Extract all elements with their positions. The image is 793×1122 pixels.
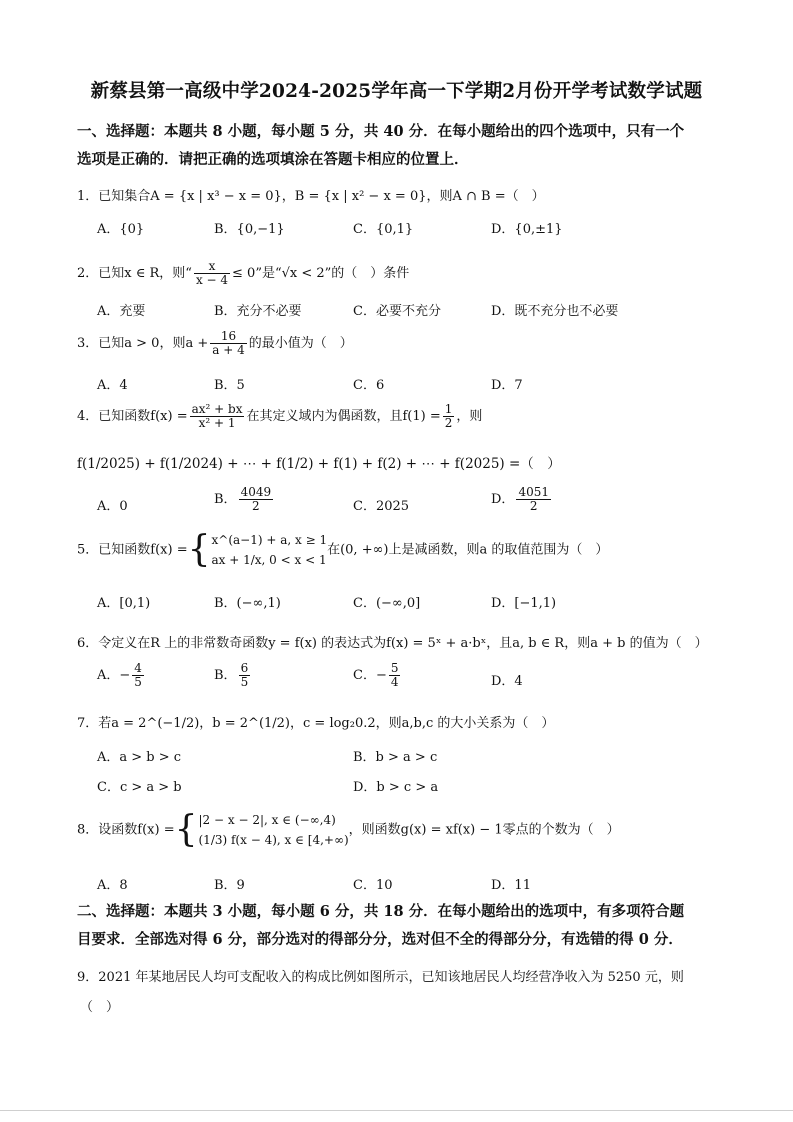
q8-pre: 8．设函数f(x) = xyxy=(77,822,175,838)
section1-line2: 选项是正确的．请把正确的选项填涂在答题卡相应的位置上． xyxy=(77,151,469,168)
question-8-stem xyxy=(77,810,620,850)
q6-option-c: C．− $\frac{5}{4}$ xyxy=(353,661,399,690)
q1-option-b: B．{0,−1} xyxy=(214,222,285,237)
q7-option-a: A．a > b > c xyxy=(97,750,182,765)
page-title: 新蔡县第一高级中学2024-2025学年高一下学期2月份开学考试数学试题 xyxy=(90,81,703,102)
section1-instructions xyxy=(77,118,722,174)
q2-pre: 2．已知x ∈ R，则“ xyxy=(77,266,192,282)
q5-option-c: C．(−∞,0] xyxy=(353,596,421,611)
q4-option-c: C．2025 xyxy=(353,499,410,514)
q5-pre: 5．已知函数f(x) = xyxy=(77,542,188,558)
q2-post: ≤ 0”是“√x < 2”的（ ）条件 xyxy=(232,266,410,282)
q5-post: 在(0, +∞)上是减函数，则a 的取值范围为（ ） xyxy=(327,542,609,558)
q7-option-d: D．b > c > a xyxy=(353,780,439,795)
q2-fraction: $\frac{x}{x - 4}$ xyxy=(195,259,229,288)
q4-option-a: A．0 xyxy=(97,499,128,514)
question-1-stem: 1．已知集合A = {x | x³ − x = 0}，B = {x | x² − x = 0}，则A ∩ B =（ ） xyxy=(77,189,545,204)
q4-pre: 4．已知函数f(x) = xyxy=(77,409,188,425)
q7-option-c: C．c > a > b xyxy=(97,780,182,795)
q8-option-b: B．9 xyxy=(214,878,245,893)
q2-option-d: D．既不充分也不必要 xyxy=(491,304,619,319)
section2-line2: 目要求．全部选对得 6 分，部分选对的得部分分，选对但不全的得部分分，有选错的得 0 分． xyxy=(77,931,683,948)
q1-option-d: D．{0,±1} xyxy=(491,222,563,237)
q8-option-c: C．10 xyxy=(353,878,393,893)
question-6-stem: 6．令定义在R 上的非常数奇函数y = f(x) 的表达式为f(x) = 5ˣ + a·bˣ，且a, b ∈ R，则a + b 的值为（ ） xyxy=(77,636,708,651)
q5-option-d: D．[−1,1) xyxy=(491,596,557,611)
q2-option-b: B．充分不必要 xyxy=(214,304,302,319)
page-bottom-divider xyxy=(0,1110,793,1111)
q8-option-a: A．8 xyxy=(97,878,128,893)
q3-fraction: $\frac{16}{a + 4}$ xyxy=(212,329,245,358)
section2-line1: 二、选择题：本题共 3 小题，每小题 6 分，共 18 分．在每小题给出的选项中，有多项符合题 xyxy=(77,903,685,920)
q1-option-a: A．{0} xyxy=(97,222,145,237)
q4-option-b: B． $\frac{4049}{2}$ xyxy=(214,485,272,514)
question-5-stem xyxy=(77,530,608,570)
q8-option-d: D．11 xyxy=(491,878,531,893)
q4-option-d: D． $\frac{4051}{2}$ xyxy=(491,485,549,514)
q6-option-b: B． $\frac{6}{5}$ xyxy=(214,661,249,690)
section1-line1: 一、选择题：本题共 8 小题，每小题 5 分，共 40 分．在每小题给出的四个选项中，只有一个 xyxy=(77,123,685,140)
q3-option-b: B．5 xyxy=(214,378,245,393)
question-4-stem xyxy=(77,403,482,430)
left-brace-icon: { xyxy=(174,809,198,850)
q6-option-d: D．4 xyxy=(491,674,523,689)
q3-option-a: A．4 xyxy=(97,378,128,393)
q1-option-c: C．{0,1} xyxy=(353,222,414,237)
q4-post: ，则 xyxy=(456,409,483,425)
question-4-expression: f(1/2025) + f(1/2024) + ⋯ + f(1/2) + f(1) + f(2) + ⋯ + f(2025) =（ ） xyxy=(77,456,561,472)
q2-option-a: A．充要 xyxy=(97,304,146,319)
q7-option-b: B．b > a > c xyxy=(353,750,438,765)
q3-option-c: C．6 xyxy=(353,378,385,393)
q4-half: $\frac{1}{2}$ xyxy=(444,402,453,431)
q4-fraction: $\frac{\text{ax² + bx}}{\text{x² + 1}}$ xyxy=(191,402,243,431)
question-7-stem: 7．若a = 2^(−1/2)，b = 2^(1/2)，c = log₂0.2，则a,b,c 的大小关系为（ ） xyxy=(77,716,555,731)
q4-mid: 在其定义域内为偶函数，且f(1) = xyxy=(246,409,441,425)
question-3-stem xyxy=(77,330,353,357)
q5-piecewise: x^(a−1) + a, x ≥ 1 ax + 1/x, 0 < x < 1 xyxy=(211,533,328,567)
section2-instructions xyxy=(77,898,722,954)
left-brace-icon: { xyxy=(187,529,211,570)
q5-option-b: B．(−∞,1) xyxy=(214,596,281,611)
q2-option-c: C．必要不充分 xyxy=(353,304,441,319)
question-9-line2: （ ） xyxy=(80,1000,120,1015)
q8-post: ，则函数g(x) = xf(x) − 1零点的个数为（ ） xyxy=(348,822,620,838)
question-2-stem xyxy=(77,260,409,287)
q3-post: 的最小值为（ ） xyxy=(248,336,353,352)
q3-pre: 3．已知a > 0，则a + xyxy=(77,336,209,352)
q6-option-a: A．− $\frac{4}{5}$ xyxy=(97,661,142,690)
q5-option-a: A．[0,1) xyxy=(97,596,151,611)
q3-option-d: D．7 xyxy=(491,378,523,393)
question-9-line1: 9．2021 年某地居民人均可支配收入的构成比例如图所示，已知该地居民人均经营净收入为 5250 元，则 xyxy=(77,970,684,985)
q8-piecewise: |2 − x − 2|, x ∈ (−∞,4) (1/3) f(x − 4), x ∈ [4,+∞) xyxy=(198,813,349,847)
